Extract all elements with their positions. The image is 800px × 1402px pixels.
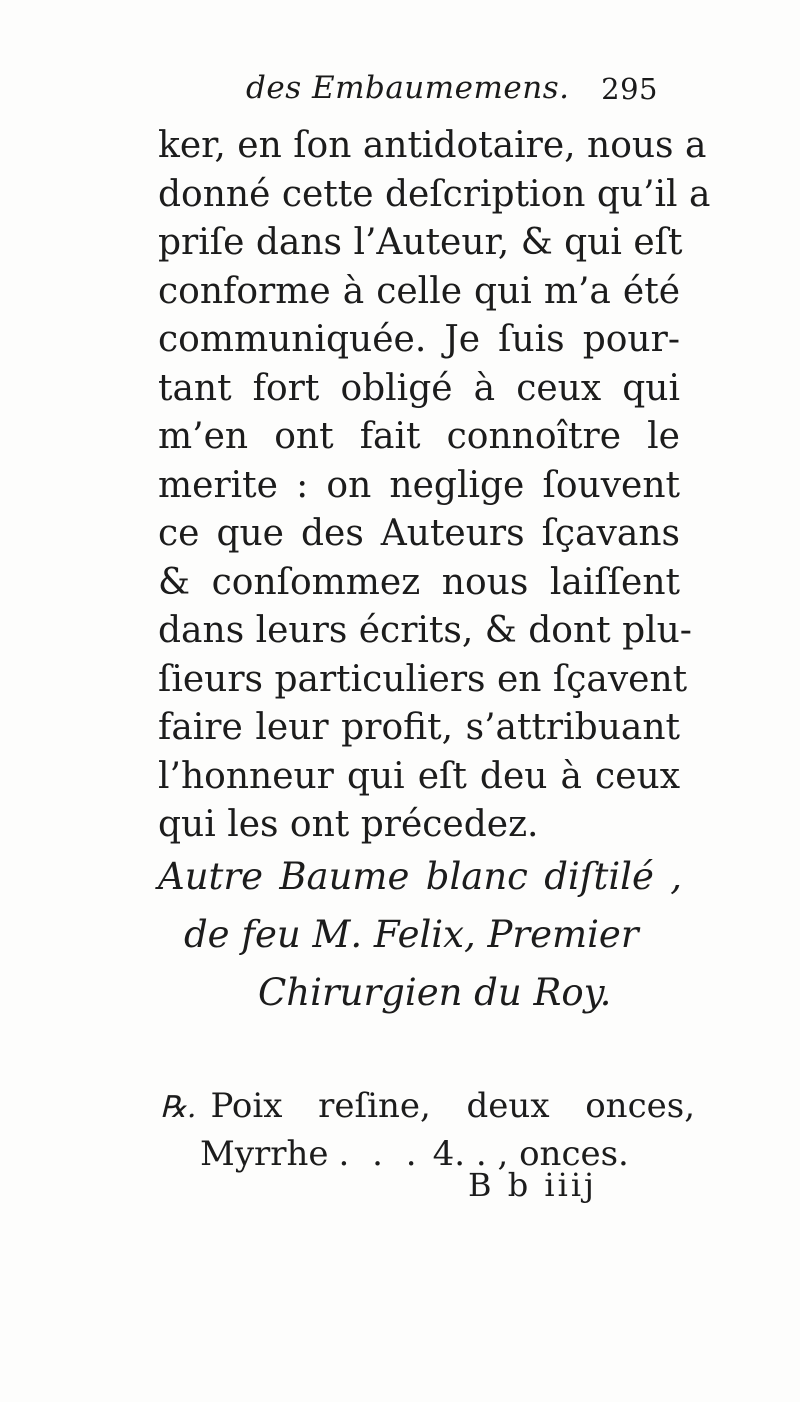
recipe-line xyxy=(160,1082,695,1130)
text-line: priſe dans l’Auteur, & qui eſt xyxy=(158,222,683,263)
text-line: dans leurs écrits, & dont plu- xyxy=(158,610,692,651)
text-line: conforme à celle qui m’a été xyxy=(158,270,680,312)
text-line: l’honneur qui eſt deu à ceux xyxy=(158,755,680,797)
heading-line: Autre Baume blanc diſtilé , xyxy=(158,855,682,898)
recipe-line xyxy=(160,1130,695,1178)
text-line: ſieurs particuliers en ſçavent xyxy=(158,658,688,700)
running-head xyxy=(246,70,666,120)
text-line: faire leur profit, s’attribuant xyxy=(158,707,680,748)
recipe-leader-dots: . . . xyxy=(338,1134,423,1174)
text-line: ker, en ſon antidotaire, nous a xyxy=(158,125,707,166)
text-line: communiquée. Je ſuis pour- xyxy=(158,319,680,360)
text-line: qui les ont précedez. xyxy=(158,804,539,845)
running-title: des Embaumemens. xyxy=(246,70,570,106)
text-line: & conſommez nous laiſſent xyxy=(158,561,680,603)
heading-line: Chirurgien du Roy. xyxy=(258,971,612,1014)
recipe-block xyxy=(160,1082,695,1178)
text-line: m’en ont fait connoître le xyxy=(158,416,680,457)
recipe-symbol: ℞. xyxy=(160,1090,197,1125)
recipe-ingredient: Poix reſine, deux onces, xyxy=(210,1086,695,1126)
page-number: 295 xyxy=(601,72,658,106)
text-line: ce que des Auteurs ſçavans xyxy=(158,513,680,554)
recipe-ingredient-name: Myrrhe xyxy=(200,1134,329,1174)
section-heading xyxy=(158,848,688,1022)
heading-line: de feu M. Felix, Premier xyxy=(184,913,639,956)
signature-mark: B b iiij xyxy=(468,1166,597,1204)
text-line: tant fort obligé à ceux qui xyxy=(158,367,680,409)
text-line: merite : on neglige ſouvent xyxy=(158,464,680,506)
recipe-quantity: 4. . , onces. xyxy=(432,1134,629,1174)
text-line: donné cette deſcription qu’il a xyxy=(158,173,711,215)
body-paragraph xyxy=(158,122,711,850)
